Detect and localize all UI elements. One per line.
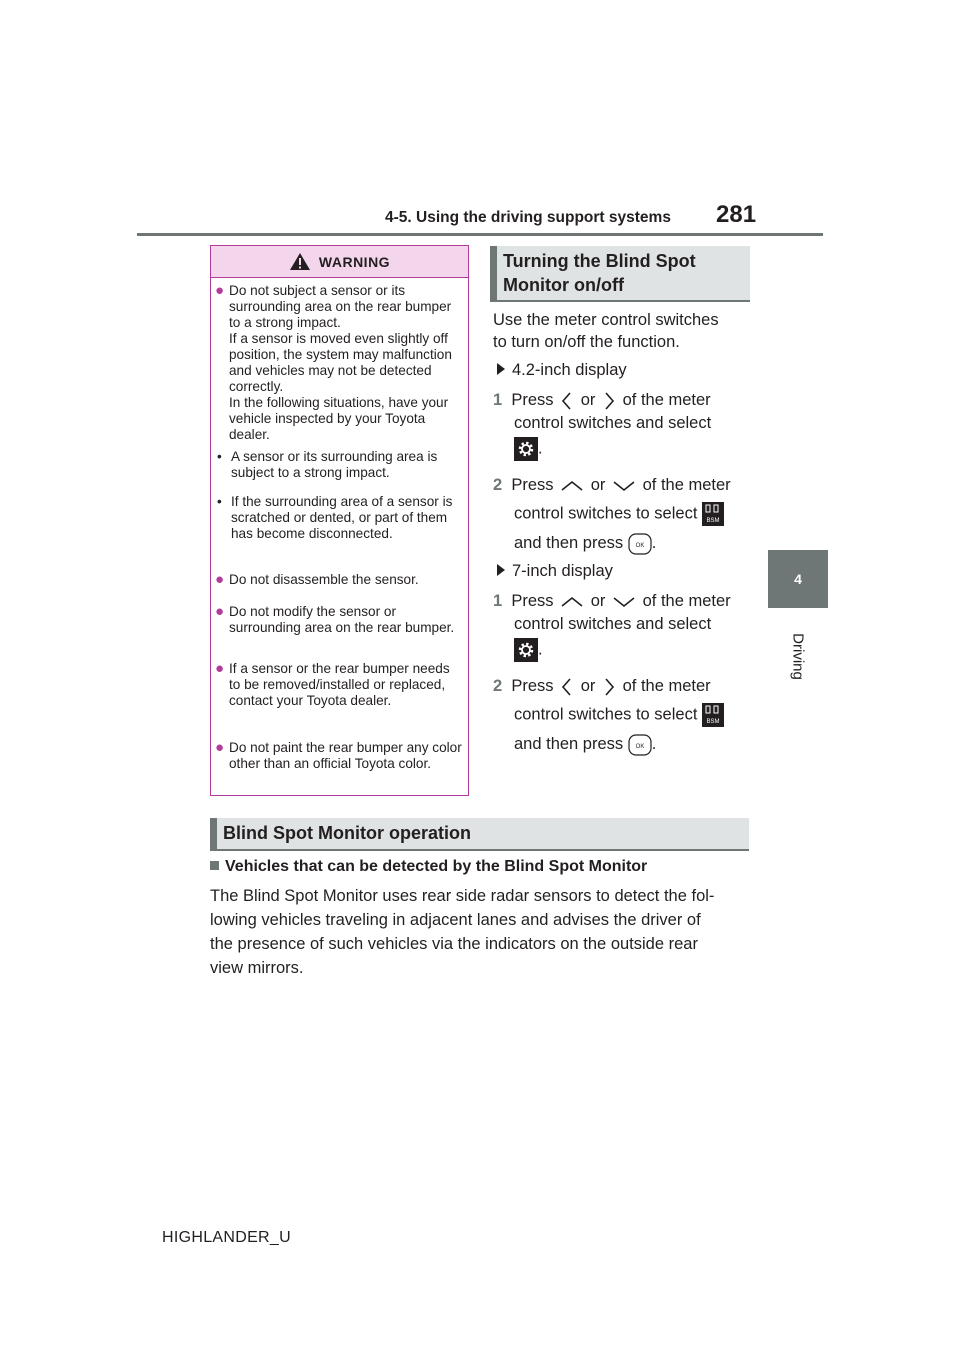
warning-item: ● If a sensor or the rear bumper needs to be removed/installed or replaced, contact your Toyota dealer. bbox=[215, 660, 450, 708]
step-continued: and then press OK . bbox=[514, 532, 656, 555]
bsm-icon bbox=[702, 703, 724, 727]
display-heading: 4.2-inch display bbox=[497, 359, 627, 381]
ok-button-icon bbox=[628, 734, 652, 756]
display-heading: 7-inch display bbox=[497, 560, 613, 582]
step: 1 Press or of the meter bbox=[493, 389, 753, 412]
step-continued: control switches to select BSM bbox=[514, 502, 724, 526]
chevron-down-icon bbox=[610, 593, 638, 611]
chevron-left-icon bbox=[558, 676, 576, 698]
operation-paragraph: The Blind Spot Monitor uses rear side radar sensors to detect the fol- lowing vehicles traveling in adjacent lanes and advises the driver of the presence of such vehicles via the indicators on the outside rear view mirrors. bbox=[210, 887, 715, 977]
chevron-up-icon bbox=[558, 593, 586, 611]
step-continued: control switches and select bbox=[514, 414, 712, 432]
step-icon-line: . bbox=[514, 437, 543, 461]
turning-section-header bbox=[490, 246, 750, 302]
operation-subheading: Vehicles that can be detected by the Blind Spot Monitor bbox=[210, 858, 647, 876]
step-continued: control switches and select bbox=[514, 615, 712, 633]
warning-header bbox=[211, 246, 468, 278]
warning-triangle-icon bbox=[289, 252, 311, 271]
chevron-down-icon bbox=[610, 477, 638, 495]
chevron-up-icon bbox=[558, 477, 586, 495]
step-continued: and then press OK . bbox=[514, 733, 656, 756]
operation-section-header bbox=[210, 818, 749, 851]
turning-title-line2: Monitor on/off bbox=[503, 275, 624, 295]
warning-sub-item: • If the surrounding area of a sensor is scratched or dented, or part of them has become disconnected. bbox=[217, 494, 453, 541]
settings-gear-icon bbox=[514, 638, 538, 662]
chevron-left-icon bbox=[558, 390, 576, 412]
svg-text:BSM: BSM bbox=[706, 719, 720, 725]
step: 2 Press or of the meter bbox=[493, 476, 731, 494]
footer-model: HIGHLANDER_U bbox=[162, 1229, 291, 1246]
svg-text:OK: OK bbox=[635, 743, 645, 750]
chapter-tab: 4 bbox=[768, 550, 828, 608]
chevron-right-icon bbox=[600, 390, 618, 412]
step-icon-line: . bbox=[514, 638, 543, 662]
warning-title: WARNING bbox=[318, 254, 391, 270]
warning-item: ● Do not paint the rear bumper any color other than an official Toyota color. bbox=[215, 739, 462, 771]
warning-item: ● Do not subject a sensor or its surrounding area on the rear bumper to a strong impact. If a sensor is moved even slightly off position, the system may malfunction and vehicles may not be detected correctly. In the following situations, have your vehicle inspected by your Toyota dealer. bbox=[215, 282, 452, 442]
step-continued: control switches to select BSM bbox=[514, 703, 724, 727]
header-rule bbox=[137, 233, 823, 236]
turning-intro: Use the meter control switches to turn on/off the function. bbox=[493, 311, 719, 351]
ok-button-icon bbox=[628, 533, 652, 555]
chapter-label: Driving bbox=[789, 633, 807, 680]
page-number: 281 bbox=[716, 201, 757, 228]
warning-box bbox=[210, 245, 469, 796]
turning-title-line1: Turning the Blind Spot bbox=[503, 251, 696, 271]
warning-sub-item: • A sensor or its surrounding area is subject to a strong impact. bbox=[217, 449, 438, 480]
square-bullet-icon bbox=[210, 861, 219, 870]
step: 2 Press or of the meter bbox=[493, 675, 753, 698]
arrow-bullet-icon bbox=[497, 564, 505, 576]
warning-item: ● Do not modify the sensor or surrounding area on the rear bumper. bbox=[215, 603, 455, 635]
svg-text:OK: OK bbox=[635, 542, 645, 549]
svg-text:BSM: BSM bbox=[706, 518, 720, 524]
step: 1 Press or of the meter bbox=[493, 592, 731, 610]
settings-gear-icon bbox=[514, 437, 538, 461]
warning-item: ● Do not disassemble the sensor. bbox=[215, 571, 419, 588]
arrow-bullet-icon bbox=[497, 363, 505, 375]
bsm-icon bbox=[702, 502, 724, 526]
section-title: 4-5. Using the driving support systems bbox=[385, 209, 671, 226]
chevron-right-icon bbox=[600, 676, 618, 698]
operation-title: Blind Spot Monitor operation bbox=[223, 823, 471, 843]
